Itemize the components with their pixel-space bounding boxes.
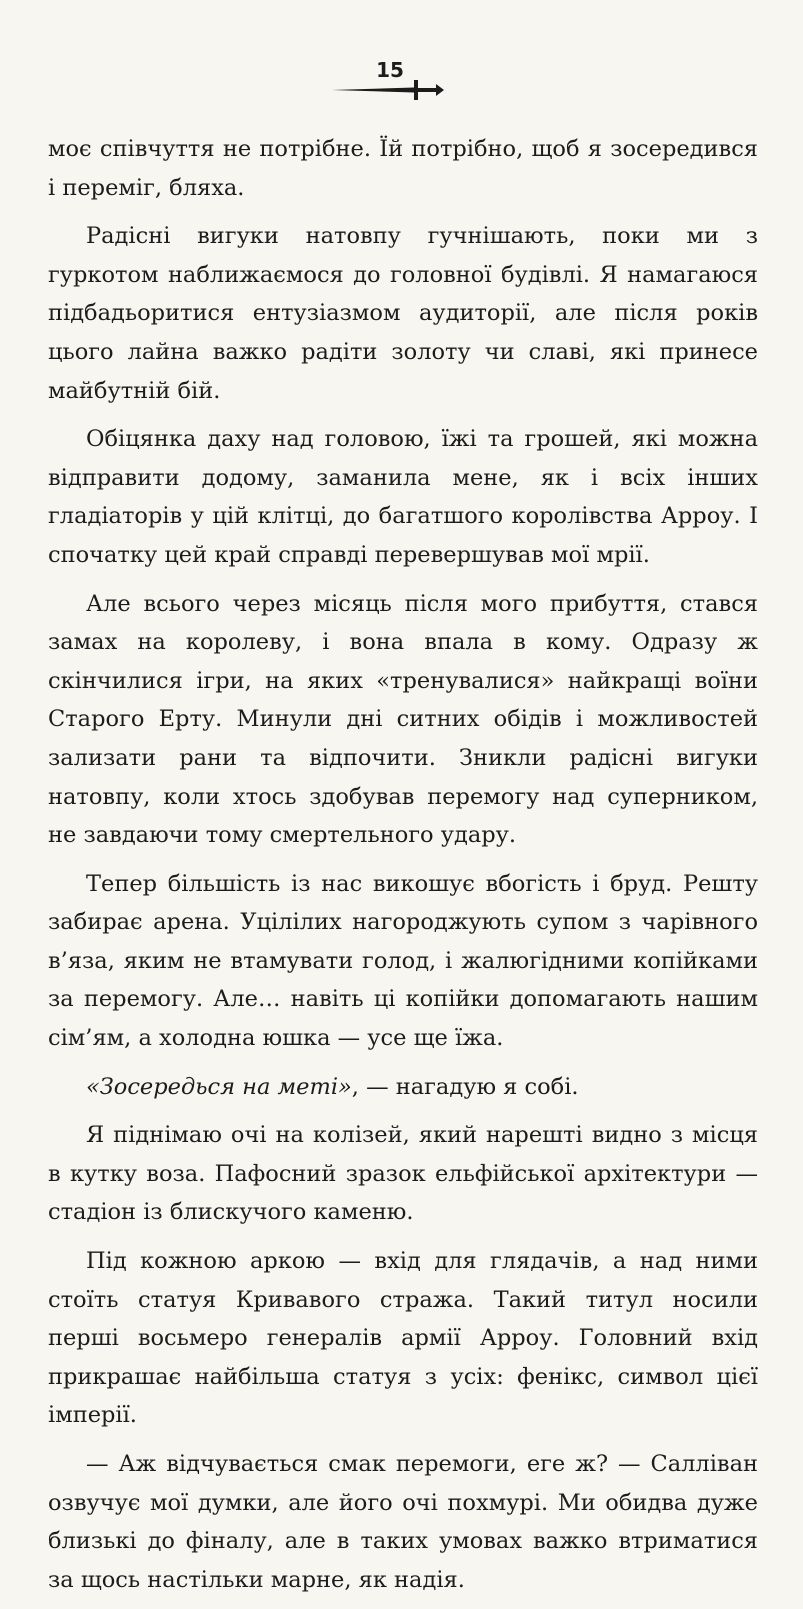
italic-quote: «Зосередься на меті»	[86, 1073, 352, 1100]
paragraph-5: Тепер більшість із нас викошує вбогість і бруд. Решту забирає арена. Уцілілих нагороджують супом з чарівного в’яза, яким не втамувати голод, і жалюгідними копійками за перемогу. Але… навіть ці копійки допомагають нашим сім’ям, а холодна юшка — усе ще їжа.	[48, 870, 758, 1052]
paragraph-4: Але всього через місяць після мого прибуття, стався замах на королеву, і вона впала в кому. Одразу ж скінчилися ігри, на яких «тренувалися» найкращі воїни Старого Ерту. Минули дні ситних обідів і можливостей зализати рани та відпочити. Зникли радісні вигуки натовпу, коли хтось здобував перемогу над суперником, не завдаючи тому смертельного удару.	[48, 590, 758, 849]
paragraph-italic	[48, 1068, 758, 1107]
paragraph-7: Я піднімаю очі на колізей, який нарешті видно з місця в кутку воза. Пафосний зразок ельфійської архітектури — стадіон із блискучого каменю.	[48, 1122, 758, 1226]
paragraph-9: — Аж відчувається смак перемоги, еге ж? — Салліван озвучує мої думки, але його очі похмурі. Ми обидва дуже близькі до фіналу, але в таких умовах важко втриматися за щось настільки марне, як надія.	[48, 1451, 758, 1593]
body-text	[48, 130, 758, 1609]
paragraph-2: Радісні вигуки натовпу гучнішають, поки ми з гуркотом наближаємося до головної будівлі. Я намагаюся підбадьоритися ентузіазмом аудиторії, але після років цього лайна важко радіти золоту чи славі, які принесе майбутній бій.	[48, 223, 758, 404]
paragraph-3: Обіцянка даху над головою, їжі та грошей, які можна відправити додому, заманила мене, як і всіх інших гладіаторів у цій клітці, до багатшого королівства Арроу. І спочатку цей край справді перевершував мої мрії.	[48, 426, 758, 568]
sword-icon	[330, 76, 450, 106]
paragraph-8: Під кожною аркою — вхід для глядачів, а над ними стоїть статуя Кривавого стража. Такий титул носили перші восьмеро генералів армії Арроу. Головний вхід прикрашає найбільша статуя з усіх: фенікс, символ цієї імперії.	[48, 1248, 758, 1429]
page-number: 15	[376, 58, 404, 82]
paragraph-1: моє співчуття не потрібне. Їй потрібно, щоб я зосередився і переміг, бляха.	[48, 136, 758, 201]
page-header	[0, 58, 803, 108]
italic-line-tail: , — нагадую я собі.	[351, 1073, 579, 1100]
